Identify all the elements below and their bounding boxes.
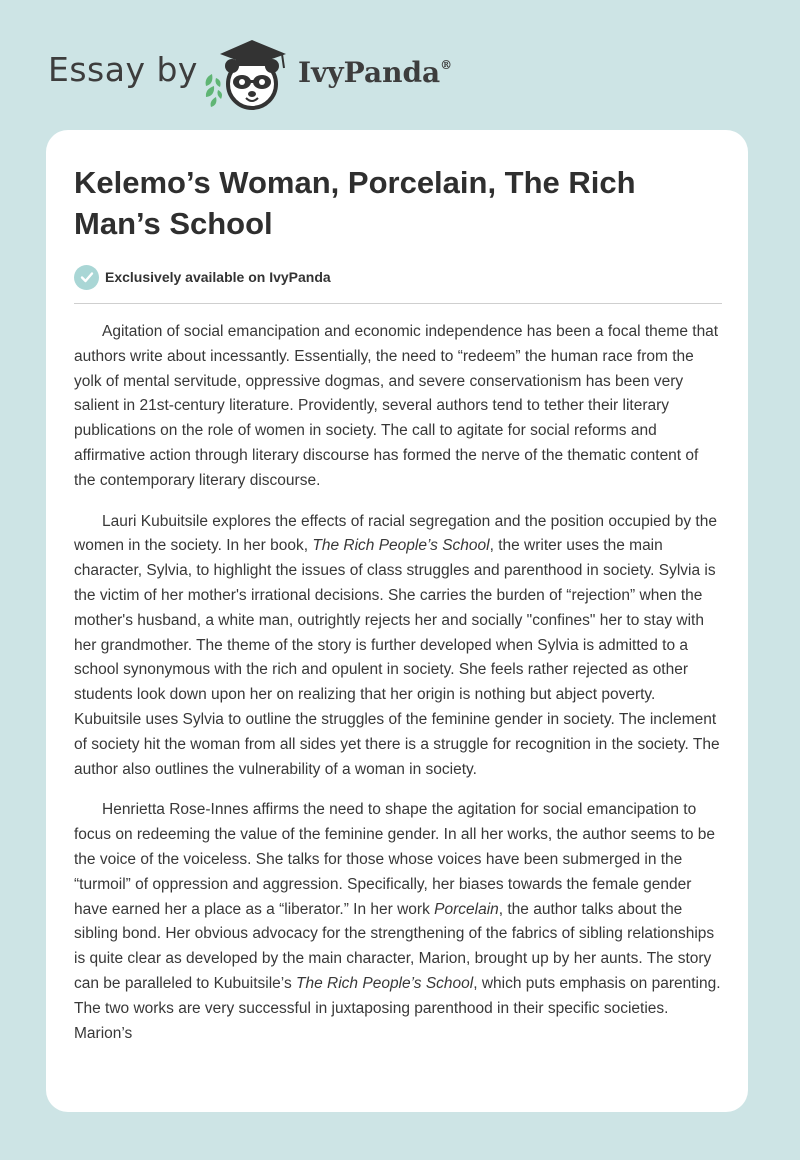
brand-name[interactable]	[298, 56, 452, 89]
exclusive-badge	[74, 264, 331, 290]
essay-by-label: Essay by	[48, 50, 198, 89]
site-header	[0, 0, 800, 120]
paragraph-text: Agitation of social emancipation and economic independence has been a focal theme that authors write about incessantly. Essentially, the need to “redeem” the human race from the yolk of mental servitude, oppressive dogmas, and severe conservationism has been very salient in 21st-century literature. Providently, several authors tend to tether their literary publications on the role of women in society. The call to agitate for social reforms and affirmative action through literary discourse has formed the nerve of the thematic content of the contemporary literary discourse.	[74, 323, 719, 489]
essay-card	[46, 130, 748, 1112]
ivypanda-logo-icon[interactable]	[200, 34, 296, 110]
paragraph-text: , the author talks about the sibling bond. Her obvious advocacy for the strengthening of the fabrics of sibling relationships is quite clear as developed by the main character, Marion, brought up by her aunts. The story can be paralleled to Kubuitsile’s	[74, 900, 715, 992]
paragraph-text: Henrietta Rose-Innes affirms the need to shape the agitation for social emancipation to focus on redeeming the value of the feminine gender. In all her works, the author seems to be the voice of the voiceless. She talks for those whose voices have been submerged in the “turmoil” of oppression and aggression. Specifically, her biases towards the female gender have earned her a place as a “liberator.” In her work	[74, 801, 716, 918]
book-title-italic: The Rich People’s School	[296, 974, 474, 992]
paragraph-text: , the writer uses the main character, Sylvia, to highlight the issues of class struggles and parenthood in society. Sylvia is the victim of her mother's irrational decisions. She carries the burden of “rejection” when the mother's husband, a white man, outrightly rejects her and socially "confines" her to stay with her grandmother. The theme of the story is further developed when Sylvia is admitted to a school synonymous with the rich and opulent in society. She feels rather rejected as other students look down upon her on realizing that her origin is nothing but abject poverty. Kubuitsile uses Sylvia to outline the struggles of the feminine gender in society. The inclement of society hit the woman from all sides yet there is a struggle for recognition in the society. The author also outlines the vulnerability of a woman in society.	[74, 537, 720, 778]
essay-paragraph	[74, 798, 724, 1046]
brand-name-text: IvyPanda	[298, 56, 441, 89]
essay-title: Kelemo’s Woman, Porcelain, The Rich Man’s School	[74, 165, 636, 241]
divider	[74, 303, 722, 304]
paragraph-text: Lauri Kubuitsile explores the effects of racial segregation and the position occupied by the women in the society. In her book,	[74, 512, 717, 555]
book-title-italic: The Rich People’s School	[312, 537, 490, 555]
essay-paragraph	[74, 320, 724, 494]
exclusive-badge-label: Exclusively available on IvyPanda	[105, 269, 331, 285]
registered-mark: ®	[440, 58, 453, 72]
essay-paragraph	[74, 510, 724, 783]
essay-body	[74, 320, 724, 1062]
checkmark-icon	[74, 265, 99, 290]
paragraph-text: , which puts emphasis on parenting. The two works are very successful in juxtaposing parenthood in their specific societies. Marion’s	[74, 974, 721, 1042]
book-title-italic: Porcelain	[434, 900, 499, 918]
